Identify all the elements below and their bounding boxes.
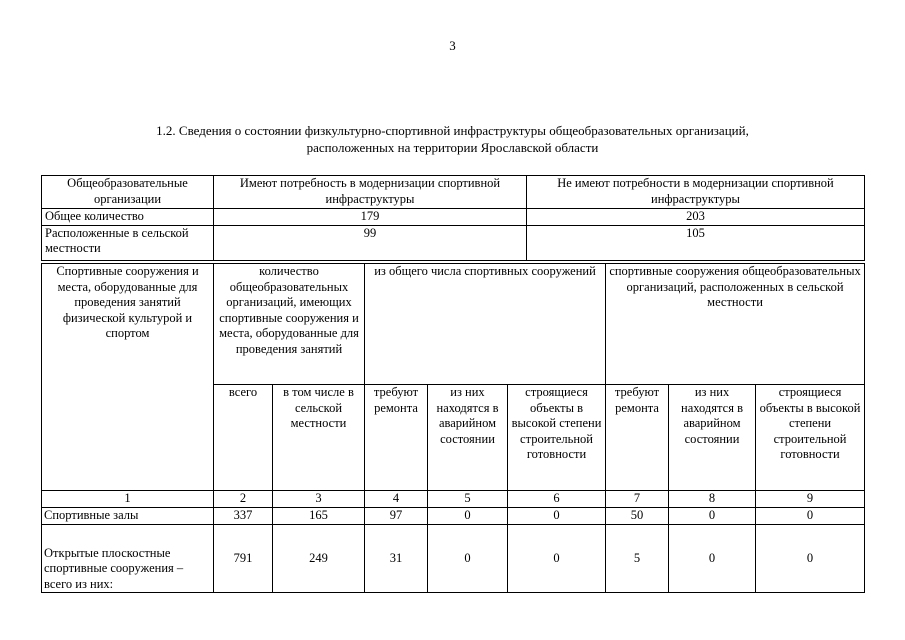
section-title xyxy=(40,122,865,156)
summary-header-row xyxy=(42,176,865,209)
table-cell: 0 xyxy=(669,508,756,525)
table-cell: 791 xyxy=(214,525,273,593)
table-row xyxy=(42,525,865,593)
header-under-construction-rural: строящиеся объекты в высокой степени строительной готовности xyxy=(756,385,865,491)
facilities-header-row-1 xyxy=(42,264,865,385)
column-number: 5 xyxy=(428,491,508,508)
column-number: 9 xyxy=(756,491,865,508)
cell-need-rural: 99 xyxy=(214,225,527,260)
table-row xyxy=(42,209,865,226)
table-cell: 5 xyxy=(606,525,669,593)
column-number: 6 xyxy=(508,491,606,508)
table-cell: 50 xyxy=(606,508,669,525)
table-cell: 0 xyxy=(508,525,606,593)
column-number: 2 xyxy=(214,491,273,508)
column-number: 8 xyxy=(669,491,756,508)
header-need-repair-rural: требуют ремонта xyxy=(606,385,669,491)
page-number: 3 xyxy=(449,38,456,53)
row-label-rural: Расположенные в сельской местности xyxy=(42,225,214,260)
table-row xyxy=(42,225,865,260)
row-label-total: Общее количество xyxy=(42,209,214,226)
header-total: всего xyxy=(214,385,273,491)
column-number: 7 xyxy=(606,491,669,508)
cell-need-total: 179 xyxy=(214,209,527,226)
column-number: 4 xyxy=(365,491,428,508)
table-cell: 249 xyxy=(273,525,365,593)
header-emergency-rural: из них находятся в аварийном состоянии xyxy=(669,385,756,491)
cell-no-need-total: 203 xyxy=(527,209,865,226)
table-cell: 0 xyxy=(508,508,606,525)
column-number: 3 xyxy=(273,491,365,508)
table-cell: 0 xyxy=(428,525,508,593)
table-cell: 97 xyxy=(365,508,428,525)
header-rural-group: спортивные сооружения общеобразовательных организаций, расположенных в сельской местности xyxy=(606,264,865,385)
header-under-construction: строящиеся объекты в высокой степени строительной готовности xyxy=(508,385,606,491)
header-facilities: Спортивные сооружения и места, оборудованные для проведения занятий физической культурой и спортом xyxy=(42,264,214,491)
header-need-repair: требуют ремонта xyxy=(365,385,428,491)
table-cell: 165 xyxy=(273,508,365,525)
table-cell: 0 xyxy=(669,525,756,593)
row-name-sport-halls: Спортивные залы xyxy=(42,508,214,525)
header-emergency: из них находятся в аварийном состоянии xyxy=(428,385,508,491)
header-of-total-group: из общего числа спортивных сооружений xyxy=(365,264,606,385)
row-name-open-facilities: Открытые плоскостные спортивные сооружения – всего из них: xyxy=(42,525,214,593)
table-cell: 0 xyxy=(756,508,865,525)
header-need-modernization: Имеют потребность в модернизации спортивной инфраструктуры xyxy=(214,176,527,209)
title-line-2: расположенных на территории Ярославской области xyxy=(306,140,599,155)
table-cell: 0 xyxy=(756,525,865,593)
cell-no-need-rural: 105 xyxy=(527,225,865,260)
header-count-group: количество общеобразовательных организаций, имеющих спортивные сооружения и места, оборудованные для проведения занятий xyxy=(214,264,365,385)
title-line-1: 1.2. Сведения о состоянии физкультурно-спортивной инфраструктуры общеобразовательных организаций, xyxy=(156,123,749,138)
header-organizations: Общеобразовательные организации xyxy=(42,176,214,209)
facilities-table xyxy=(41,263,865,593)
column-number: 1 xyxy=(42,491,214,508)
table-row xyxy=(42,508,865,525)
table-cell: 337 xyxy=(214,508,273,525)
table-cell: 0 xyxy=(428,508,508,525)
table-cell: 31 xyxy=(365,525,428,593)
summary-table xyxy=(41,175,865,261)
header-rural: в том числе в сельской местности xyxy=(273,385,365,491)
column-numbers-row xyxy=(42,491,865,508)
header-no-need-modernization: Не имеют потребности в модернизации спортивной инфраструктуры xyxy=(527,176,865,209)
